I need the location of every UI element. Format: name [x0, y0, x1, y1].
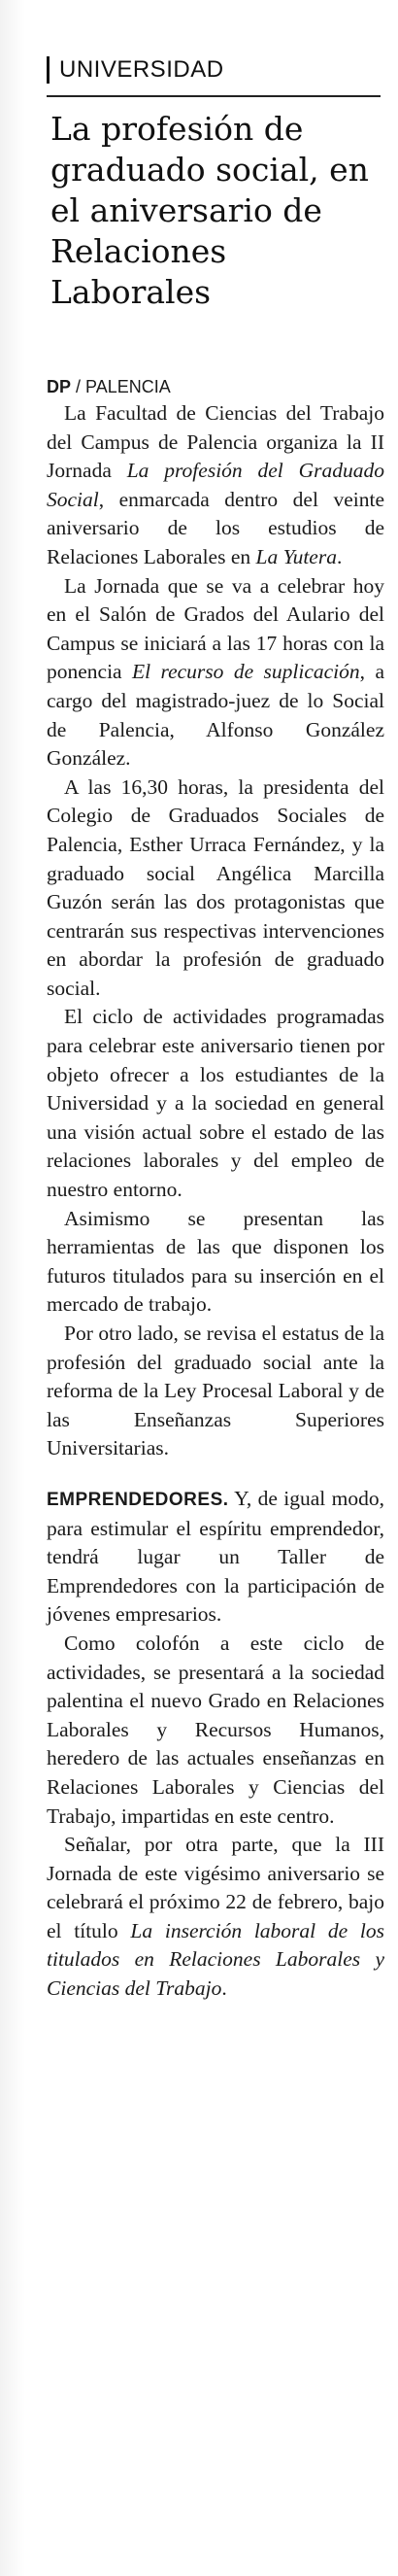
paragraph-text: Por otro lado, se revisa el estatus de la profesión del graduado social ante la reforma de la Ley Procesal Laboral y de las Enseñanzas Superiores Universitarias.	[47, 1322, 384, 1460]
section-label: UNIVERSIDAD	[59, 56, 224, 83]
byline-location: PALENCIA	[85, 377, 171, 396]
paragraph-text: Como colofón a este ciclo de actividades, se presentará a la sociedad palentina el nuevo Grado en Relaciones Laborales y Recursos Humanos, heredero de las actuales enseñanzas en Relaciones Laborales y Ciencias del Trabajo, impartidas en este centro.	[47, 1631, 384, 1828]
article-paragraph	[47, 1485, 384, 1630]
subheading: EMPRENDEDORES.	[47, 1489, 229, 1510]
paragraph-text: Y, de igual modo, para estimular el espíritu emprendedor, tendrá lugar un Taller de Emprendedores con la participación de jóvenes empresarios.	[47, 1486, 384, 1627]
paragraph-text: , a cargo del magistrado-juez de lo Social de Palencia, Alfonso González González.	[47, 660, 384, 771]
italic-title: La inserción laboral de los titulados en Relaciones Laborales y Ciencias del Trabajo	[47, 1918, 384, 2001]
paragraph-text: .	[221, 1976, 227, 2001]
article-paragraph	[47, 572, 384, 773]
article-paragraph	[47, 773, 384, 1004]
article-paragraph	[47, 1205, 384, 1320]
article-paragraph	[47, 1003, 384, 1204]
article-paragraph	[47, 399, 384, 572]
byline	[47, 374, 384, 399]
paragraph-list	[47, 399, 384, 2004]
paragraph-text: Asimismo se presentan las herramientas de las que disponen los futuros titulados para su inserción en el mercado de trabajo.	[47, 1206, 384, 1317]
paragraph-text: A las 16,30 horas, la presidenta del Colegio de Graduados Sociales de Palencia, Esther Urraca Fernández, y la graduado social Angélica Marcilla Guzón serán las dos protagonistas que centrarán sus respectivas intervenciones en abordar la profesión de graduado social.	[47, 774, 384, 1000]
article-paragraph	[47, 1831, 384, 2004]
article-body	[47, 374, 384, 2004]
italic-title: La Yutera	[255, 544, 337, 568]
paragraph-text: , enmarcada dentro del veinte aniversario de los estudios de Relaciones Laborales en	[47, 487, 384, 568]
italic-title: La profesión del Graduado Social	[47, 459, 384, 511]
paragraph-text: Señalar, por otra parte, que la III Jornada de este vigésimo aniversario se celebrará el próximo 22 de febrero, bajo el título	[47, 1833, 384, 1942]
section-rule	[47, 95, 381, 97]
byline-agency: DP	[47, 377, 72, 396]
italic-title: El recurso de suplicación	[132, 660, 360, 684]
paragraph-text: La Jornada que se va a celebrar hoy en el Salón de Grados del Aulario del Campus se iniciará a las 17 horas con la ponencia	[47, 573, 384, 684]
paragraph-text: El ciclo de actividades programadas para celebrar este aniversario tienen por objeto ofrecer a los estudiantes de la Universidad y a la sociedad en general una visión actual sobre el estado de las relaciones laborales y del empleo de nuestro entorno.	[47, 1005, 384, 1202]
byline-separator: /	[71, 377, 86, 396]
paragraph-text: La Facultad de Ciencias del Trabajo del Campus de Palencia organiza la II Jornada	[47, 401, 384, 483]
section-header	[47, 56, 224, 84]
section-marker	[47, 56, 50, 84]
headline: La profesión de graduado social, en el aniversario de Relaciones Laborales	[50, 110, 369, 311]
scan-edge	[0, 0, 25, 2576]
article-paragraph	[47, 1320, 384, 1463]
article-paragraph	[47, 1630, 384, 1831]
paragraph-text: .	[336, 544, 343, 568]
